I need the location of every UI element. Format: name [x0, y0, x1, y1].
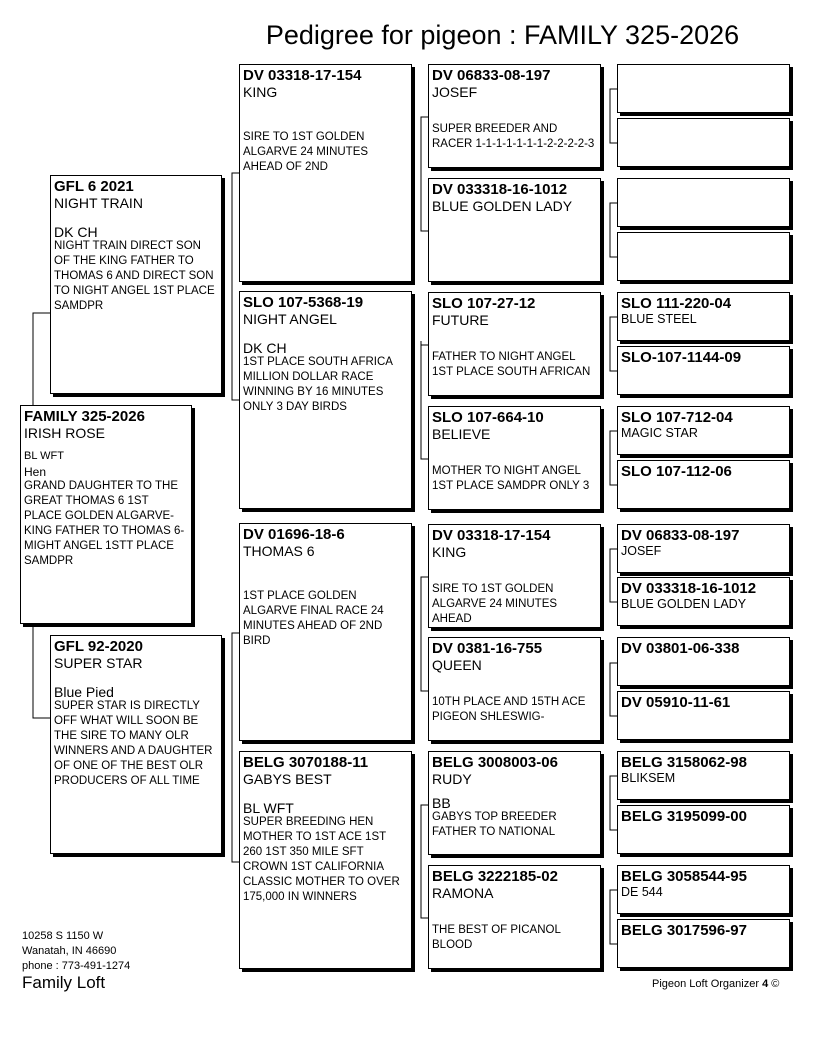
great-grandparent-band-number: BELG 3008003-06	[432, 754, 558, 771]
sire-name: NIGHT TRAIN	[54, 195, 143, 211]
address-line-2: Wanatah, IN 46690	[22, 945, 117, 957]
great-grandparent-card[interactable]	[428, 64, 601, 168]
grandparent-notes: 1ST PLACE SOUTH AFRICA MILLION DOLLAR RACE WINNING BY 16 MINUTES ONLY 3 DAY BIRDS	[243, 356, 393, 413]
ancestor-band-number: SLO 111-220-04	[621, 295, 732, 312]
ancestor-card[interactable]	[617, 805, 790, 854]
phone-number: phone : 773-491-1274	[22, 960, 131, 972]
subject-color: BL WFT	[24, 450, 64, 462]
great-grandparent-card[interactable]	[428, 292, 601, 396]
ancestor-card-empty[interactable]	[617, 178, 790, 227]
ancestor-card[interactable]	[617, 865, 790, 914]
ancestor-band-number: DV 05910-11-61	[621, 694, 731, 711]
sire-band-number: GFL 6 2021	[54, 178, 134, 195]
ancestor-card[interactable]	[617, 751, 790, 800]
ancestor-name: MAGIC STAR	[621, 426, 698, 440]
great-grandparent-notes: FATHER TO NIGHT ANGEL 1ST PLACE SOUTH AFRICAN	[432, 351, 591, 378]
ancestor-card[interactable]	[617, 460, 790, 509]
great-grandparent-card[interactable]	[428, 751, 601, 855]
great-grandparent-color: BB	[432, 795, 451, 811]
grandparent-color: BL WFT	[243, 800, 294, 816]
great-grandparent-card[interactable]	[428, 406, 601, 510]
credit-text: Pigeon Loft Organizer	[652, 978, 760, 990]
grandparent-card[interactable]	[239, 523, 412, 741]
subject-band-number: FAMILY 325-2026	[24, 408, 145, 425]
ancestor-band-number: DV 06833-08-197	[621, 527, 740, 544]
subject-pigeon-card[interactable]	[20, 405, 192, 624]
great-grandparent-band-number: DV 06833-08-197	[432, 67, 551, 84]
grandparent-name: THOMAS 6	[243, 543, 315, 559]
grandparent-card[interactable]	[239, 64, 412, 282]
ancestor-card[interactable]	[617, 292, 790, 341]
loft-address	[22, 929, 130, 974]
software-credit	[652, 977, 779, 991]
great-grandparent-notes: GABYS TOP BREEDER FATHER TO NATIONAL	[432, 811, 557, 838]
ancestor-card[interactable]	[617, 637, 790, 686]
ancestor-card[interactable]	[617, 346, 790, 395]
ancestor-card-empty[interactable]	[617, 118, 790, 167]
page-title: Pedigree for pigeon : FAMILY 325-2026	[265, 20, 740, 50]
dam-name: SUPER STAR	[54, 655, 143, 671]
ancestor-name: JOSEF	[621, 544, 662, 558]
grandparent-notes: 1ST PLACE GOLDEN ALGARVE FINAL RACE 24 MINUTES AHEAD OF 2ND BIRD	[243, 590, 384, 647]
grandparent-band-number: SLO 107-5368-19	[243, 294, 364, 311]
sire-card[interactable]	[50, 175, 222, 394]
great-grandparent-name: KING	[432, 544, 467, 560]
great-grandparent-card[interactable]	[428, 524, 601, 628]
great-grandparent-band-number: DV 033318-16-1012	[432, 181, 568, 198]
ancestor-band-number: BELG 3158062-98	[621, 754, 747, 771]
grandparent-notes: SUPER BREEDING HEN MOTHER TO 1ST ACE 1ST 260 1ST 350 MILE SFT CROWN 1ST CALIFORNIA CLASSIC MOTHER TO OVER 175,000 IN WINNERS	[243, 816, 400, 903]
ancestor-band-number: SLO 107-712-04	[621, 409, 733, 426]
great-grandparent-notes: THE BEST OF PICANOL BLOOD	[432, 924, 561, 951]
dam-color: Blue Pied	[54, 684, 114, 700]
great-grandparent-card[interactable]	[428, 637, 601, 741]
subject-notes: GRAND DAUGHTER TO THE GREAT THOMAS 6 1ST PLACE GOLDEN ALGARVE- KING FATHER TO THOMAS 6- MIGHT ANGEL 1STT PLACE SAMDPR	[24, 480, 185, 567]
ancestor-band-number: SLO-107-1144-09	[621, 349, 742, 366]
sire-color: DK CH	[54, 224, 98, 240]
sire-notes: NIGHT TRAIN DIRECT SON OF THE KING FATHER TO THOMAS 6 AND DIRECT SON TO NIGHT ANGEL 1ST PLACE SAMDPR	[54, 240, 215, 312]
grandparent-name: NIGHT ANGEL	[243, 311, 337, 327]
great-grandparent-name: FUTURE	[432, 312, 489, 328]
loft-name: Family Loft	[22, 973, 106, 992]
ancestor-card[interactable]	[617, 406, 790, 455]
great-grandparent-name: RAMONA	[432, 885, 494, 901]
grandparent-band-number: DV 03318-17-154	[243, 67, 362, 84]
ancestor-band-number: BELG 3017596-97	[621, 922, 747, 939]
dam-card[interactable]	[50, 635, 222, 854]
ancestor-card[interactable]	[617, 919, 790, 968]
ancestor-band-number: DV 03801-06-338	[621, 640, 740, 657]
grandparent-band-number: DV 01696-18-6	[243, 526, 345, 543]
great-grandparent-notes: 10TH PLACE AND 15TH ACE PIGEON SHLESWIG-	[432, 696, 586, 723]
great-grandparent-notes: MOTHER TO NIGHT ANGEL 1ST PLACE SAMDPR ONLY 3	[432, 465, 590, 492]
ancestor-card-empty[interactable]	[617, 64, 790, 113]
dam-notes: SUPER STAR IS DIRECTLY OFF WHAT WILL SOON BE THE SIRE TO MANY OLR WINNERS AND A DAUGHTER OF ONE OF THE BEST OLR PRODUCERS OF ALL TIME	[54, 700, 213, 787]
grandparent-name: GABYS BEST	[243, 771, 332, 787]
grandparent-band-number: BELG 3070188-11	[243, 754, 369, 771]
grandparent-card[interactable]	[239, 751, 412, 969]
ancestor-name: BLIKSEM	[621, 771, 676, 785]
dam-band-number: GFL 92-2020	[54, 638, 143, 655]
great-grandparent-name: BELIEVE	[432, 426, 491, 442]
ancestor-band-number: SLO 107-112-06	[621, 463, 732, 480]
copyright-icon: ©	[771, 978, 780, 990]
subject-sex: Hen	[24, 465, 47, 479]
ancestor-name: DE 544	[621, 885, 663, 899]
ancestor-band-number: BELG 3058544-95	[621, 868, 747, 885]
grandparent-color: DK CH	[243, 340, 287, 356]
great-grandparent-notes: SUPER BREEDER AND RACER 1-1-1-1-1-1-1-2-2-2-2-3	[432, 123, 595, 150]
ancestor-card-empty[interactable]	[617, 232, 790, 281]
great-grandparent-card[interactable]	[428, 865, 601, 969]
subject-name: IRISH ROSE	[24, 425, 105, 441]
great-grandparent-band-number: DV 03318-17-154	[432, 527, 551, 544]
ancestor-band-number: DV 033318-16-1012	[621, 580, 757, 597]
ancestor-name: BLUE STEEL	[621, 312, 697, 326]
address-line-1: 10258 S 1150 W	[22, 930, 104, 942]
ancestor-card[interactable]	[617, 524, 790, 573]
ancestor-band-number: BELG 3195099-00	[621, 808, 747, 825]
great-grandparent-band-number: SLO 107-664-10	[432, 409, 544, 426]
great-grandparent-name: QUEEN	[432, 657, 482, 673]
credit-version: 4	[762, 978, 769, 990]
grandparent-card[interactable]	[239, 291, 412, 509]
great-grandparent-band-number: DV 0381-16-755	[432, 640, 543, 657]
great-grandparent-notes: SIRE TO 1ST GOLDEN ALGARVE 24 MINUTES AHEAD	[432, 583, 558, 625]
ancestor-name: BLUE GOLDEN LADY	[621, 597, 747, 611]
ancestor-card[interactable]	[617, 691, 790, 740]
great-grandparent-band-number: SLO 107-27-12	[432, 295, 536, 312]
great-grandparent-name: RUDY	[432, 771, 472, 787]
grandparent-name: KING	[243, 84, 278, 100]
great-grandparent-name: BLUE GOLDEN LADY	[432, 198, 573, 214]
great-grandparent-band-number: BELG 3222185-02	[432, 868, 558, 885]
grandparent-notes: SIRE TO 1ST GOLDEN ALGARVE 24 MINUTES AHEAD OF 2ND	[243, 131, 369, 173]
great-grandparent-name: JOSEF	[432, 84, 478, 100]
ancestor-card[interactable]	[617, 577, 790, 626]
great-grandparent-card[interactable]	[428, 178, 601, 282]
